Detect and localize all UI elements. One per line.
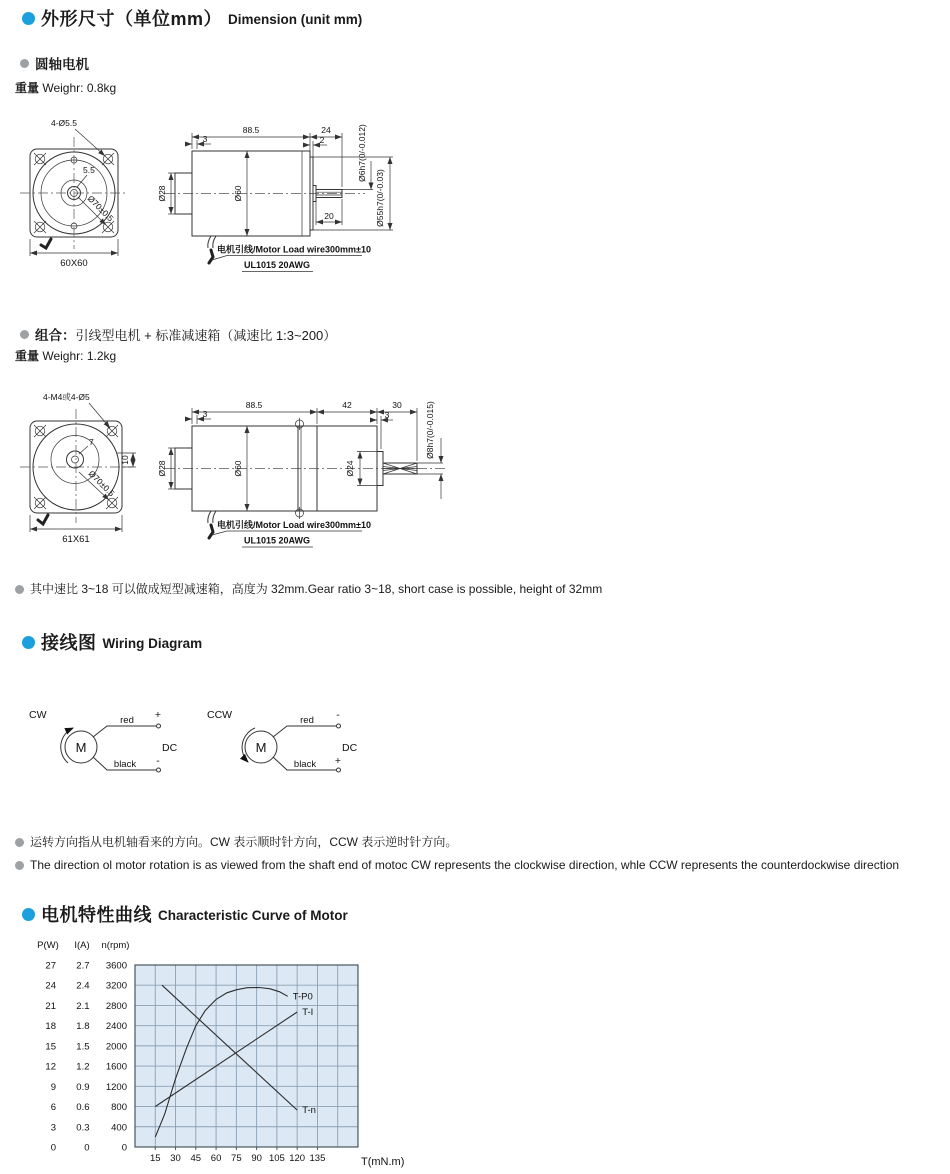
lead-wire: [41, 239, 51, 248]
cw-diagram: [29, 709, 178, 772]
terminal-icon: [337, 768, 341, 772]
motor-symbol: M: [75, 740, 87, 755]
wire-note-line2: UL1015 20AWG: [243, 535, 311, 546]
x-tick-label: 30: [170, 1152, 181, 1164]
cw-bottom-sign: -: [156, 755, 160, 767]
weight-label-zh: 重量: [15, 81, 40, 95]
section-title-zh: 接线图: [41, 633, 97, 653]
section-title-zh: 外形尺寸（单位mm）: [41, 9, 223, 29]
ccw-red-wire-label: red: [300, 715, 314, 726]
dim-step-left: 3: [202, 409, 208, 419]
wire-note-line2: UL1015 20AWG: [243, 260, 311, 270]
gray-bullet-icon: [15, 861, 24, 870]
y-axis-value: 800: [111, 1102, 127, 1114]
y-axis-header: I(A): [74, 940, 90, 951]
series-label-T-P0: T-P0: [292, 991, 313, 1003]
section-title-curve: [22, 901, 348, 927]
cw-red-wire-label: red: [120, 715, 134, 726]
y-axis-value: 0.9: [76, 1081, 90, 1093]
dim-holes-label: 4-M4或4-Ø5: [43, 392, 90, 402]
section-title-wiring: [22, 629, 202, 655]
y-axis-value: 0: [84, 1142, 90, 1154]
y-axis-value: 2800: [105, 1000, 127, 1012]
y-axis-value: 12: [45, 1061, 56, 1073]
y-axis-value: 9: [50, 1081, 56, 1093]
y-axis-value: 1200: [105, 1081, 127, 1093]
cw-supply-label: DC: [162, 742, 178, 754]
cw-black-wire-label: black: [113, 759, 137, 770]
ccw-diagram: [207, 709, 358, 772]
dim-shaft-length: 20: [324, 211, 334, 221]
dim-frame-size: 61X61: [62, 534, 90, 545]
y-axis-value: 27: [45, 960, 56, 972]
blue-bullet-icon: [22, 908, 35, 921]
x-tick-label: 90: [251, 1152, 262, 1164]
gray-bullet-icon: [15, 585, 24, 594]
weight-row-2: [15, 347, 116, 364]
dim-boss-dia: Ø28: [157, 460, 167, 477]
rotation-note-zh-text: 运转方向指从电机轴看来的方向。CW 表示顺时针方向，CCW 表示逆时针方向。: [30, 835, 458, 849]
weight-label-zh: 重量: [15, 349, 40, 363]
dim-boss-dia: Ø28: [157, 185, 167, 202]
gray-bullet-icon: [15, 838, 24, 847]
side-view: [157, 400, 445, 547]
drawing-round-shaft-motor: [15, 113, 435, 283]
side-view: [157, 124, 393, 271]
y-axis-header: P(W): [37, 940, 59, 951]
y-axis-value: 6: [50, 1102, 56, 1114]
dim-step-right: 2: [319, 135, 325, 145]
wiring-diagram: [15, 700, 375, 792]
dim-holes-label: 4-Ø5.5: [51, 118, 77, 128]
dim-frame-size: 60X60: [60, 258, 88, 269]
lead-wire: [209, 250, 213, 263]
y-axis-value: 2.7: [76, 960, 90, 972]
dim-out-boss-dia: Ø24: [345, 460, 355, 477]
ccw-bottom-sign: +: [334, 755, 342, 767]
gray-bullet-icon: [20, 59, 29, 68]
blue-bullet-icon: [22, 636, 35, 649]
terminal-icon: [337, 724, 341, 728]
combo-label: 组合：: [35, 328, 76, 343]
lead-wire: [209, 525, 213, 538]
ccw-black-wire-label: black: [293, 759, 317, 770]
y-axis-value: 400: [111, 1122, 127, 1134]
weight-row-1: [15, 79, 116, 96]
y-axis-value: 3: [50, 1122, 56, 1134]
section-title-en: Characteristic Curve of Motor: [158, 907, 348, 923]
y-axis-header: n(rpm): [101, 940, 130, 951]
y-axis-value: 2400: [105, 1021, 127, 1033]
ccw-label: CCW: [207, 709, 233, 721]
dim-pilot-dia-tol: Ø55h7(0/-0.03): [375, 169, 385, 227]
cw-label: CW: [29, 709, 47, 721]
dim-10: 10: [120, 455, 130, 465]
section-title-en: Wiring Diagram: [102, 635, 203, 651]
y-axis-value: 0.3: [76, 1122, 90, 1134]
blue-bullet-icon: [22, 12, 35, 25]
characteristic-curve-chart: [20, 935, 440, 1174]
section-title-en: Dimension (unit mm): [228, 11, 363, 27]
y-axis-value: 2.4: [76, 980, 90, 992]
combo-text: 引线型电机 + 标准减速箱（减速比 1:3~200）: [75, 327, 337, 343]
wire-note-line1: 电机引线/Motor Load wire300mm±10: [217, 520, 371, 530]
gear-ratio-note-text: 其中速比 3~18 可以做成短型减速箱，高度为 32mm.Gear ratio 3~18, short case is possible, height of 32mm: [30, 582, 603, 596]
dim-shaft-total: 30: [392, 400, 402, 410]
y-axis-value: 21: [45, 1000, 56, 1012]
y-axis-value: 1600: [105, 1061, 127, 1073]
weight-value: Weighr: 0.8kg: [42, 81, 117, 95]
dim-body-dia: Ø60: [233, 185, 243, 202]
y-axis-value: 2.1: [76, 1000, 90, 1012]
wire-note-line1: 电机引线/Motor Load wire300mm±10: [217, 244, 371, 255]
dim-bolt-circle: Ø70±0.5: [86, 468, 117, 499]
y-axis-value: 15: [45, 1041, 56, 1053]
rotation-note-zh: [15, 835, 935, 850]
lead-wire: [38, 515, 48, 524]
y-axis-value: 18: [45, 1021, 56, 1033]
dim-step-left: 3: [202, 134, 208, 144]
terminal-icon: [157, 768, 161, 772]
x-axis-label: T(mN.m): [361, 1155, 405, 1168]
x-tick-label: 135: [309, 1152, 326, 1164]
shaft-spline-hatch: [383, 463, 417, 474]
combo-subtitle: [20, 324, 336, 344]
y-axis-value: 0: [50, 1142, 56, 1154]
rotation-note-en-text: The direction ol motor rotation is as viewed from the shaft end of motoc CW represents the clockwise direction, whle CCW represents the counterdockwise direction: [30, 858, 900, 872]
y-axis-value: 2000: [105, 1041, 127, 1053]
front-view: [20, 392, 136, 545]
ccw-top-sign: -: [336, 709, 340, 721]
dim-step-right: 3: [384, 410, 390, 420]
weight-value: Weighr: 1.2kg: [42, 349, 117, 363]
series-label-T-I: T-I: [302, 1007, 314, 1018]
series-label-T-n: T-n: [302, 1105, 316, 1117]
dim-bolt-circle: Ø70±0.5: [85, 193, 116, 224]
section-title-zh: 电机特性曲线: [41, 905, 152, 925]
y-axis-value: 1.5: [76, 1041, 90, 1053]
ccw-supply-label: DC: [342, 742, 358, 754]
section-title-dimension: [22, 5, 362, 31]
dim-7: 7: [89, 437, 94, 447]
y-axis-value: 0.6: [76, 1102, 90, 1114]
dim-body-length: 88.5: [242, 125, 260, 135]
x-tick-label: 60: [210, 1152, 222, 1164]
dim-body-dia: Ø60: [233, 460, 243, 477]
y-axis-value: 24: [45, 980, 56, 992]
terminal-icon: [157, 724, 161, 728]
front-view: [20, 118, 128, 269]
dim-5-5: 5.5: [83, 165, 95, 175]
y-axis-value: 0: [121, 1142, 127, 1154]
y-axis-value: 1.2: [76, 1061, 90, 1073]
x-tick-label: 120: [289, 1152, 306, 1164]
x-tick-label: 75: [231, 1152, 242, 1164]
dim-body-length: 88.5: [245, 400, 263, 410]
gray-bullet-icon: [20, 330, 29, 339]
motor-symbol: M: [255, 740, 267, 755]
dim-shaft-dia-tol: Ø8h7(0/-0.015): [425, 401, 435, 459]
y-axis-value: 3600: [105, 960, 127, 972]
dim-shaft-total: 24: [321, 125, 331, 135]
y-axis-value: 3200: [105, 980, 127, 992]
x-tick-label: 15: [149, 1152, 161, 1164]
y-axis-value: 1.8: [76, 1021, 90, 1033]
x-tick-label: 45: [190, 1152, 202, 1164]
dim-shaft-dia-tol: Ø6h7(0/-0.012): [357, 124, 367, 182]
round-shaft-label: 圆轴电机: [35, 57, 89, 72]
dim-gearbox-length: 42: [342, 400, 352, 410]
gear-ratio-note: [15, 582, 915, 597]
plot-area: [135, 965, 358, 1147]
cw-rotation-arrow-icon: [61, 728, 73, 763]
drawing-geared-motor: [15, 388, 455, 560]
x-tick-label: 105: [268, 1152, 285, 1164]
cw-top-sign: +: [154, 709, 162, 721]
rotation-note-en: [15, 858, 940, 873]
round-shaft-subtitle: [20, 53, 89, 73]
